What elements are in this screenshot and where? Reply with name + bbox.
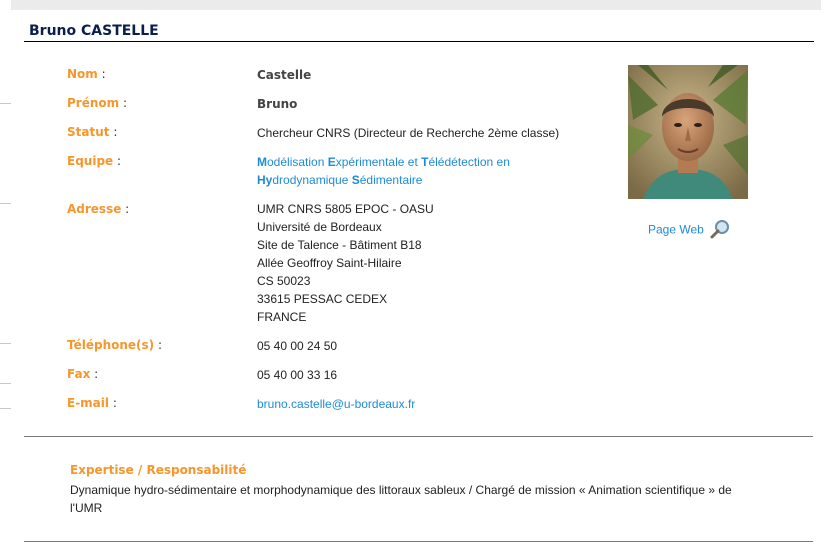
right-frame-edge [821, 0, 835, 547]
page-web-link[interactable]: Page Web [648, 219, 731, 242]
value-fax: 05 40 00 33 16 [257, 368, 338, 382]
label-fax: Fax : [67, 367, 99, 381]
value-statut: Chercheur CNRS (Directeur de Recherche 2ème classe) [257, 126, 560, 140]
expertise-title: Expertise / Responsabilité [70, 463, 247, 477]
label-nom: Nom : [67, 67, 106, 81]
value-prenom: Bruno [257, 97, 298, 111]
equipe-line-1: Modélisation Expérimentale et Télédétection en [257, 155, 510, 169]
address-line: FRANCE [257, 310, 307, 324]
label-equipe: Equipe : [67, 154, 122, 168]
email-link[interactable]: bruno.castelle@u-bordeaux.fr [257, 397, 416, 411]
value-telephone: 05 40 00 24 50 [257, 339, 338, 353]
value-nom: Castelle [257, 68, 312, 82]
profile-name-header [24, 22, 814, 42]
left-frame-edge [0, 0, 11, 547]
address-line: Université de Bordeaux [257, 220, 382, 234]
label-adresse: Adresse : [67, 202, 130, 216]
profile-photo [628, 65, 748, 199]
label-telephone: Téléphone(s) : [67, 338, 163, 352]
section-divider [24, 436, 813, 437]
label-email: E-mail : [67, 396, 117, 410]
label-statut: Statut : [67, 125, 118, 139]
address-line: CS 50023 [257, 274, 311, 288]
expertise-text: Dynamique hydro-sédimentaire et morphodynamique des littoraux sableux / Chargé de mission « Animation scientifique » de l'UMR [70, 483, 732, 515]
value-equipe-link[interactable] [257, 153, 510, 189]
label-prenom: Prénom : [67, 96, 128, 110]
section-divider-bottom [24, 541, 813, 542]
equipe-line-2: Hydrodynamique Sédimentaire [257, 173, 423, 187]
value-adresse [257, 200, 434, 326]
address-line: Allée Geoffroy Saint-Hilaire [257, 256, 402, 270]
address-line: 33615 PESSAC CEDEX [257, 292, 388, 306]
magnifier-icon [709, 219, 731, 242]
profile-name: Bruno CASTELLE [29, 23, 159, 39]
address-line: UMR CNRS 5805 EPOC - OASU [257, 202, 434, 216]
address-line: Site de Talence - Bâtiment B18 [257, 238, 422, 252]
